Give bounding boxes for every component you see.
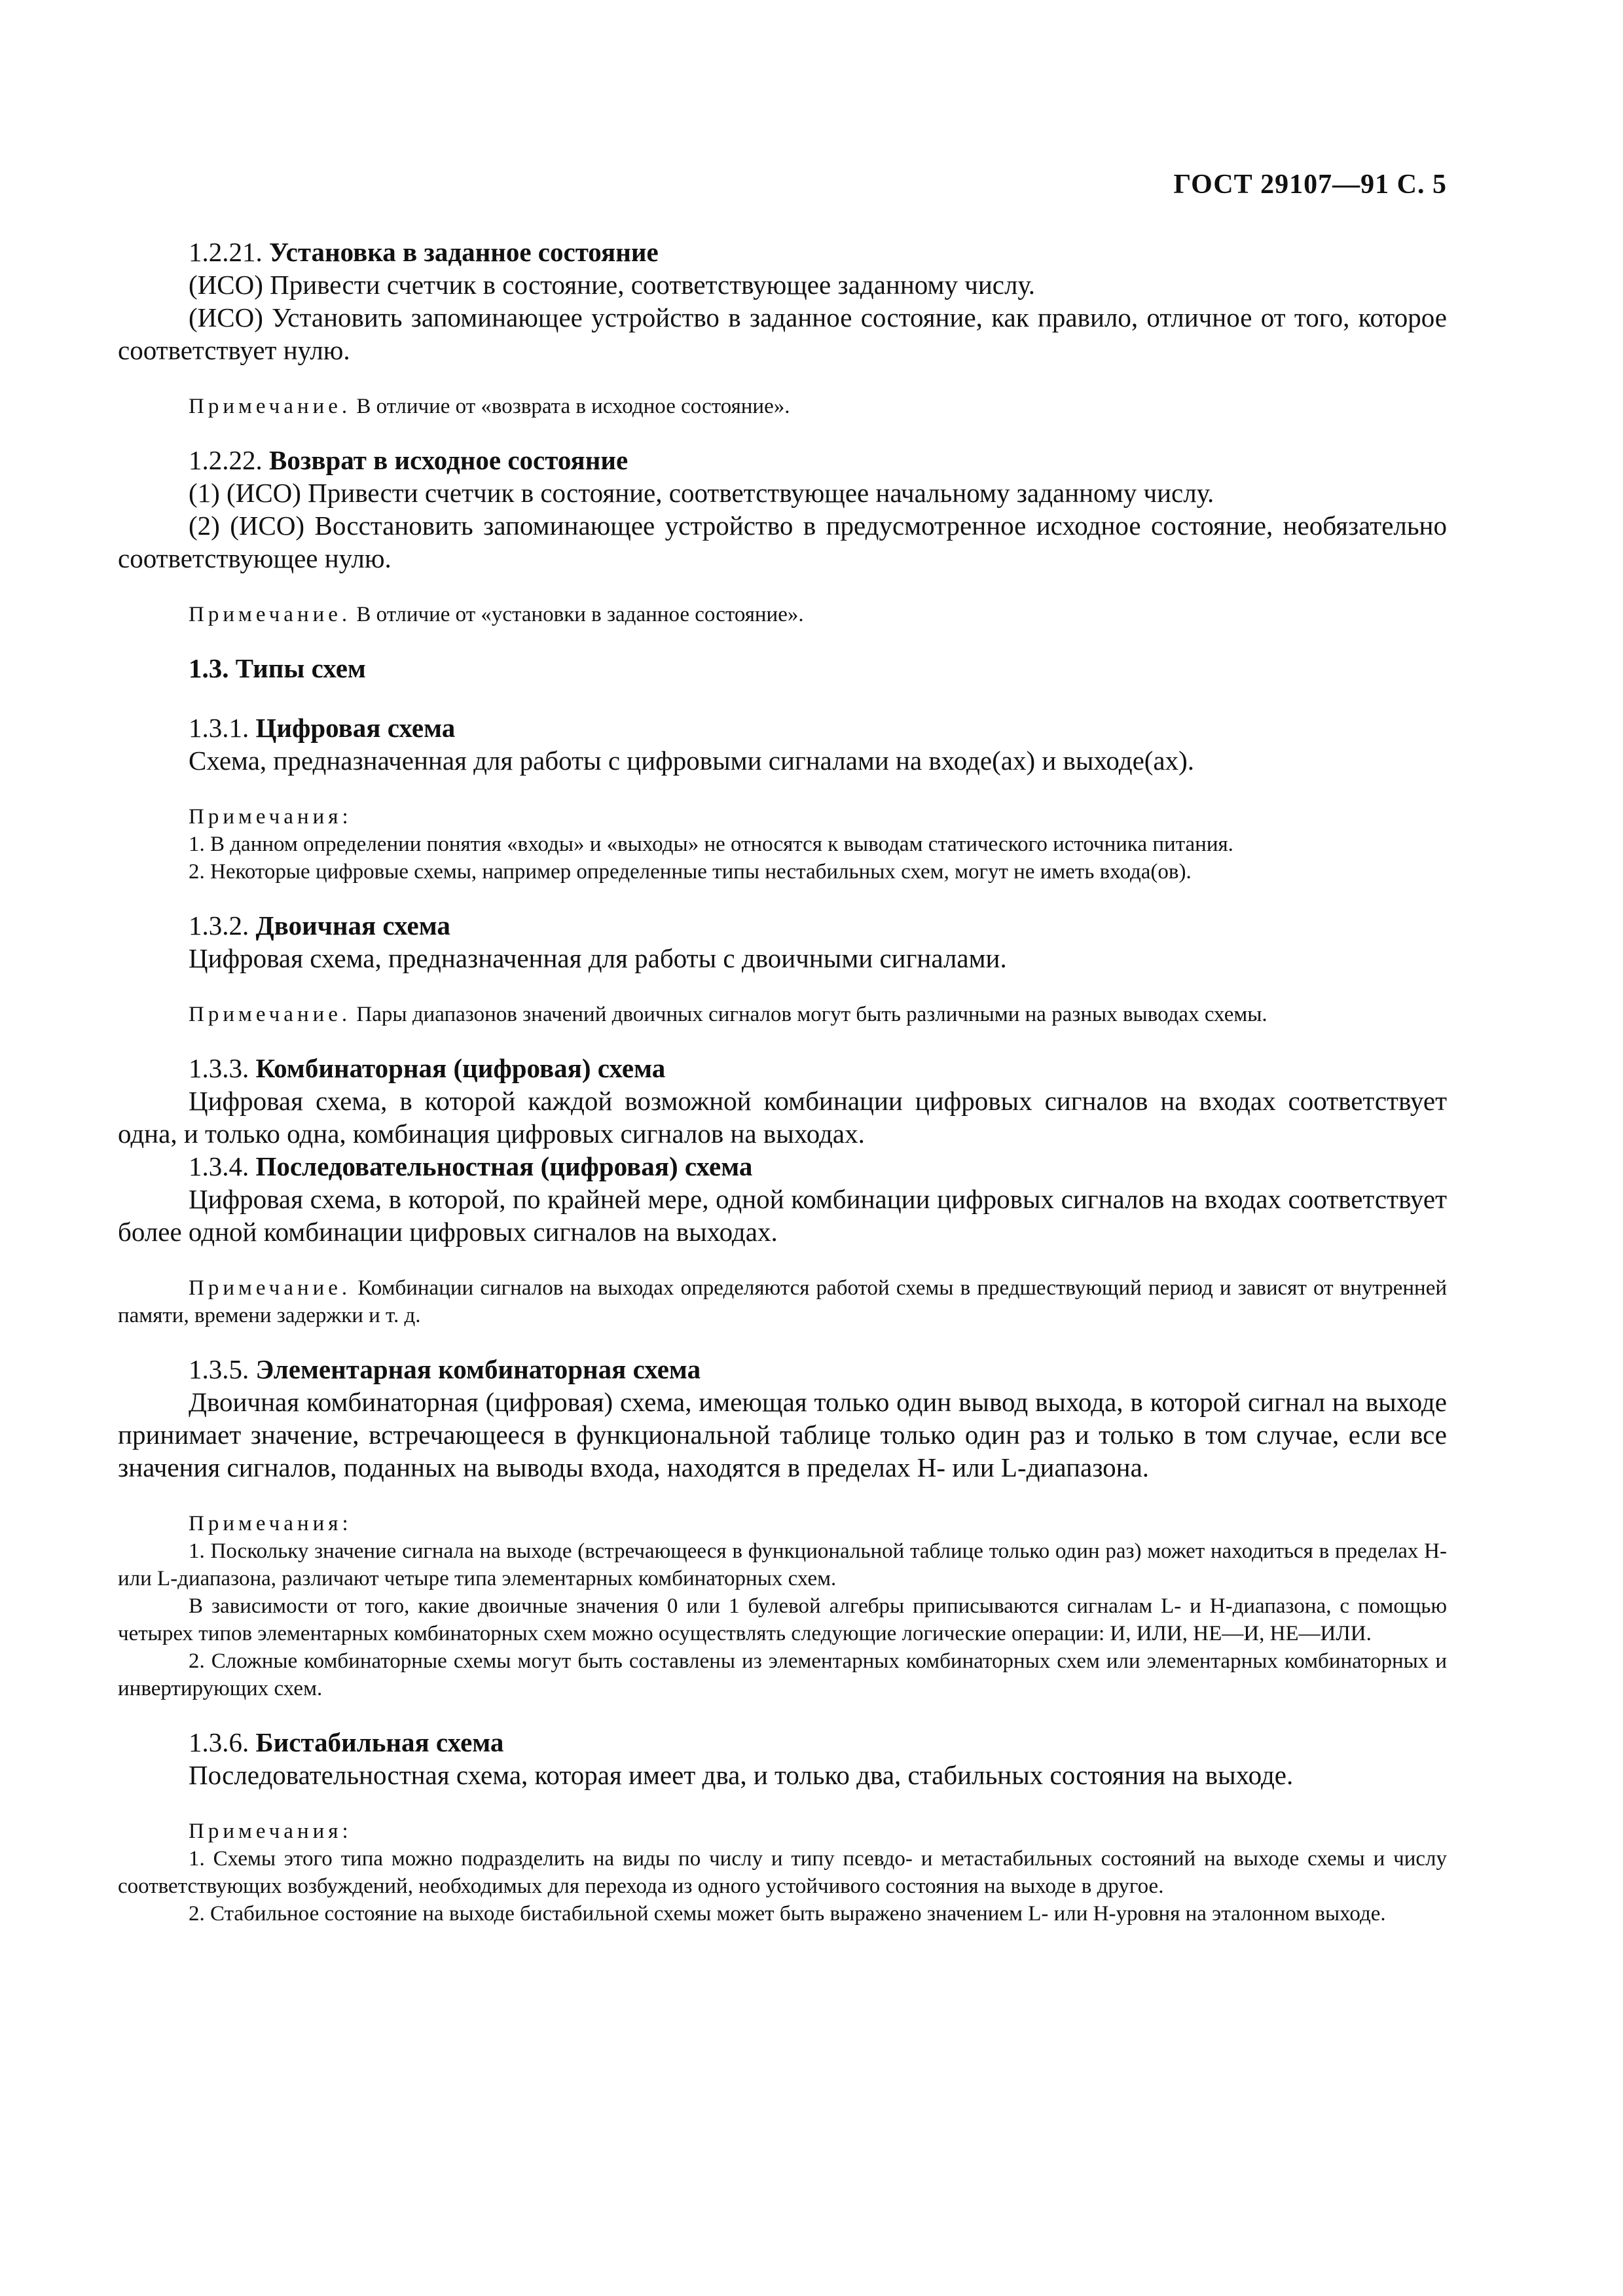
section-1-3-4 bbox=[118, 1150, 1447, 1329]
term-number: 1.3.6. bbox=[189, 1727, 249, 1757]
term-heading bbox=[118, 1726, 1447, 1759]
term-number: 1.3.1. bbox=[189, 713, 249, 743]
section-1-2-22 bbox=[118, 444, 1447, 628]
note bbox=[118, 1001, 1447, 1028]
term-title: Комбинаторная (цифровая) схема bbox=[255, 1053, 666, 1083]
term-title: Возврат в исходное состояние bbox=[269, 445, 629, 475]
term-title: Элементарная комбинаторная схема bbox=[255, 1354, 701, 1384]
section-1-3-3 bbox=[118, 1052, 1447, 1150]
term-heading bbox=[118, 1052, 1447, 1085]
definition: Цифровая схема, в которой, по крайней мере, одной комбинации цифровых сигналов на входах соответствует более одной комбинации цифровых сигналов на выходах. bbox=[118, 1184, 1447, 1247]
note-label: Примечание. bbox=[189, 1276, 352, 1300]
note-label: Примечание. bbox=[189, 395, 352, 418]
note bbox=[118, 1274, 1447, 1329]
section-heading-1-3: 1.3. Типы схем bbox=[189, 653, 366, 683]
definition-1: (ИСО) Привести счетчик в состояние, соответствующее заданному числу. bbox=[189, 270, 1036, 300]
note-label: Примечание. bbox=[189, 603, 352, 626]
term-heading bbox=[118, 236, 1447, 268]
note-text: Пары диапазонов значений двоичных сигналов могут быть различными на разных выводах схемы. bbox=[356, 1003, 1267, 1026]
definition: Двоичная комбинаторная (цифровая) схема, имеющая только один вывод выхода, в которой сигнал на выходе принимает значение, встречающееся в функциональной таблице только один раз и только в том случае, если все значения сигналов, поданных на выводы входа, находятся в пределах Н- или L-диапазона. bbox=[118, 1387, 1447, 1482]
term-number: 1.3.2. bbox=[189, 910, 249, 941]
section-1-3-2 bbox=[118, 909, 1447, 1028]
notes-label: Примечания: bbox=[189, 1512, 352, 1535]
section-1-3-5 bbox=[118, 1353, 1447, 1702]
term-title: Цифровая схема bbox=[255, 713, 456, 743]
notes-label: Примечания: bbox=[189, 805, 352, 829]
term-heading bbox=[118, 1353, 1447, 1386]
term-title: Установка в заданное состояние bbox=[269, 237, 659, 267]
term-number: 1.3.5. bbox=[189, 1354, 249, 1384]
page-header: ГОСТ 29107—91 С. 5 bbox=[1173, 170, 1447, 200]
term-heading bbox=[118, 444, 1447, 476]
notes-label: Примечания: bbox=[189, 1820, 352, 1843]
term-heading bbox=[118, 711, 1447, 744]
section-1-3-1 bbox=[118, 711, 1447, 886]
definition: Цифровая схема, предназначенная для работы с двоичными сигналами. bbox=[189, 943, 1007, 973]
definition-2: (ИСО) Установить запоминающее устройство в заданное состояние, как правило, отличное от того, которое соответствует нулю. bbox=[118, 302, 1447, 365]
section-1-2-21 bbox=[118, 236, 1447, 420]
document-body bbox=[118, 164, 1447, 1928]
term-heading bbox=[118, 1150, 1447, 1183]
note-text: В отличие от «установки в заданное состояние». bbox=[356, 603, 804, 626]
note-2: 2. Сложные комбинаторные схемы могут быть составлены из элементарных комбинаторных схем или элементарных комбинаторных и инвертирующих схем. bbox=[118, 1649, 1447, 1700]
definition: Цифровая схема, в которой каждой возможной комбинации цифровых сигналов на входах соответствует одна, и только одна, комбинация цифровых сигналов на выходах. bbox=[118, 1086, 1447, 1149]
note-label: Примечание. bbox=[189, 1003, 352, 1026]
term-title: Двоичная схема bbox=[255, 910, 450, 941]
section-1-3-6 bbox=[118, 1726, 1447, 1928]
definition: Схема, предназначенная для работы с цифровыми сигналами на входе(ах) и выходе(ах). bbox=[189, 745, 1195, 776]
note-text: В отличие от «возврата в исходное состояние». bbox=[356, 395, 790, 418]
note-2: 2. Некоторые цифровые схемы, например определенные типы нестабильных схем, могут не иметь входа(ов). bbox=[189, 860, 1192, 884]
definition-1: (1) (ИСО) Привести счетчик в состояние, соответствующее начальному заданному числу. bbox=[189, 478, 1214, 508]
note-1: 1. Схемы этого типа можно подразделить на виды по числу и типу псевдо- и метастабильных состояний на выходе схемы и числу соответствующих возбуждений, необходимых для перехода из одного устойчивого состояния на выходе в другое. bbox=[118, 1847, 1447, 1898]
term-title: Бистабильная схема bbox=[255, 1727, 504, 1757]
term-number: 1.2.22. bbox=[189, 445, 263, 475]
note bbox=[118, 393, 1447, 420]
term-number: 1.3.3. bbox=[189, 1053, 249, 1083]
note-text: Комбинации сигналов на выходах определяются работой схемы в предшествующий период и зависят от внутренней памяти, времени задержки и т. д. bbox=[118, 1276, 1447, 1327]
note-1: 1. В данном определении понятия «входы» и «выходы» не относятся к выводам статического источника питания. bbox=[189, 833, 1233, 856]
definition-2: (2) (ИСО) Восстановить запоминающее устройство в предусмотренное исходное состояние, необязательно соответствующее нулю. bbox=[118, 511, 1447, 573]
definition: Последовательностная схема, которая имеет два, и только два, стабильных состояния на выходе. bbox=[189, 1760, 1294, 1790]
term-title: Последовательностная (цифровая) схема bbox=[255, 1151, 753, 1181]
note-1: 1. Поскольку значение сигнала на выходе (встречающееся в функциональной таблице только один раз) может находиться в пределах Н- или L-диапазона, различают четыре типа элементарных комбинаторных схем. bbox=[118, 1539, 1447, 1590]
term-heading bbox=[118, 909, 1447, 942]
term-number: 1.3.4. bbox=[189, 1151, 249, 1181]
term-number: 1.2.21. bbox=[189, 237, 263, 267]
note-1-continued: В зависимости от того, какие двоичные значения 0 или 1 булевой алгебры приписываются сигналам L- и Н-диапазона, с помощью четырех типов элементарных комбинаторных схем можно осуществлять следующие логические операции: И, ИЛИ, НЕ—И, НЕ—ИЛИ. bbox=[118, 1594, 1447, 1645]
note-2: 2. Стабильное состояние на выходе бистабильной схемы может быть выражено значением L- или Н-уровня на эталонном выходе. bbox=[189, 1902, 1386, 1926]
note bbox=[118, 601, 1447, 628]
